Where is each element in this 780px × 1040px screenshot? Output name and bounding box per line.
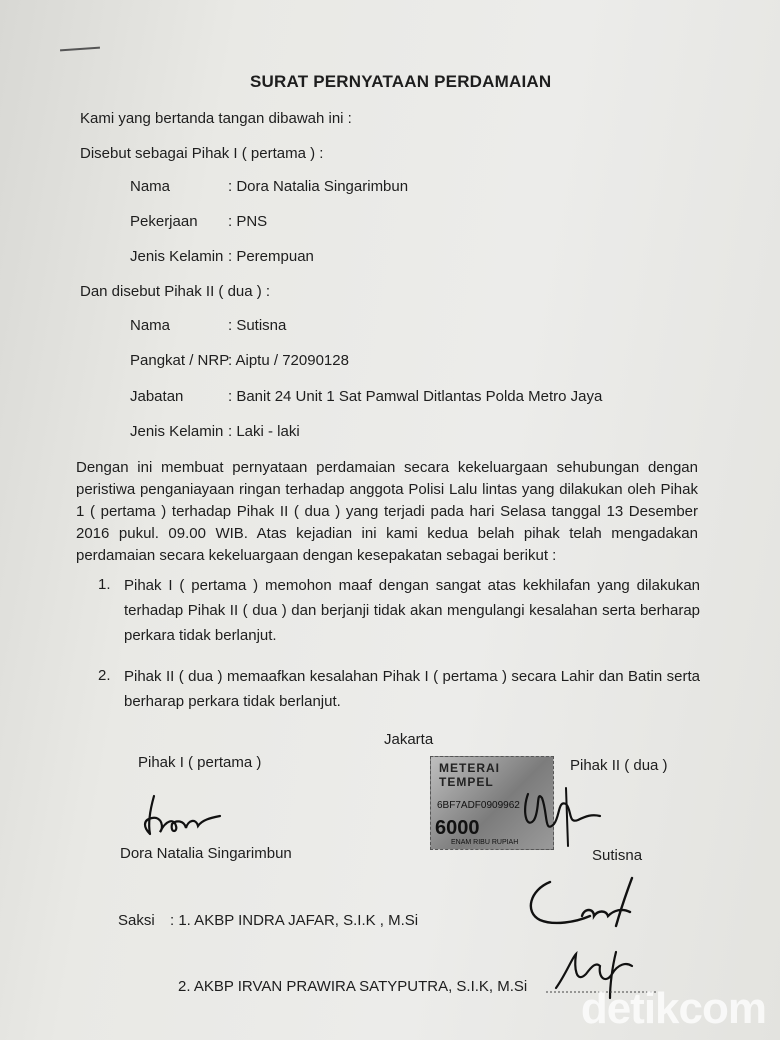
- pihak1-heading: Disebut sebagai Pihak I ( pertama ) :: [80, 145, 324, 162]
- agreement-number: 2.: [98, 667, 111, 684]
- document-title: SURAT PERNYATAAN PERDAMAIAN: [250, 72, 552, 91]
- pihak2-pangkat-value: : Aiptu / 72090128: [228, 352, 349, 369]
- pihak2-nama-label: Nama: [130, 317, 171, 334]
- stamp-amount: 6000: [435, 817, 480, 839]
- pen-mark: [60, 47, 100, 52]
- detikcom-watermark: detikcom: [580, 984, 766, 1033]
- pihak1-pekerjaan-label: Pekerjaan: [130, 213, 198, 230]
- stamp-code: 6BF7ADF0909962: [437, 800, 520, 811]
- pihak2-sign-label: Pihak II ( dua ): [570, 757, 668, 774]
- saksi-2: 2. AKBP IRVAN PRAWIRA SATYPUTRA, S.I.K, M.Si: [178, 978, 528, 995]
- saksi-1: : 1. AKBP INDRA JAFAR, S.I.K , M.Si: [170, 912, 419, 929]
- pihak2-jk-value: : Laki - laki: [228, 423, 300, 440]
- agreement-item: Pihak II ( dua ) memaafkan kesalahan Pihak I ( pertama ) secara Lahir dan Batin serta berharap perkara tidak berlanjut.: [124, 668, 700, 710]
- statement-paragraph: Dengan ini membuat pernyataan perdamaian secara kekeluargaan sehubungan dengan peristiwa penganiayaan ringan terhadap anggota Polisi Lalu lintas yang dilakukan oleh Pihak 1 ( pertama ) terhadap Pihak II ( dua ) yang terjadi pada hari Selasa tanggal 13 Desember 2016 pukul. 09.00 WIB. Atas kejadian ini kami kedua belah pihak telah mengadakan perdamaian secara kekeluargaan dengan kesepakatan sebagai berikut :: [76, 459, 698, 564]
- pihak1-pekerjaan-value: : PNS: [228, 213, 268, 230]
- pihak1-nama-value: : Dora Natalia Singarimbun: [228, 178, 409, 195]
- pihak1-jk-value: : Perempuan: [228, 248, 314, 265]
- pihak2-sign-name: Sutisna: [592, 847, 643, 864]
- saksi1-signature: [520, 872, 650, 934]
- agreement-number: 1.: [98, 576, 111, 593]
- pihak2-jabatan-label: Jabatan: [130, 388, 184, 405]
- pihak1-signature: [140, 790, 240, 842]
- pihak2-jabatan-value: : Banit 24 Unit 1 Sat Pamwal Ditlantas Polda Metro Jaya: [228, 388, 603, 405]
- place: Jakarta: [384, 731, 434, 748]
- intro-text: Kami yang bertanda tangan dibawah ini :: [80, 110, 352, 127]
- pihak1-jk-label: Jenis Kelamin: [130, 248, 224, 265]
- stamp-title: METERAI TEMPEL: [439, 761, 500, 789]
- saksi-label: Saksi: [118, 912, 155, 929]
- pihak1-sign-label: Pihak I ( pertama ): [138, 754, 262, 771]
- agreement-item: Pihak I ( pertama ) memohon maaf dengan sangat atas kekhilafan yang dilakukan terhadap Pihak II ( dua ) dan berjanji tidak akan mengulangi kesalahan serta berharap perkara tidak berlanjut.: [124, 577, 700, 644]
- pihak2-pangkat-label: Pangkat / NRP: [130, 352, 230, 369]
- pihak2-nama-value: : Sutisna: [228, 317, 287, 334]
- pihak1-nama-label: Nama: [130, 178, 171, 195]
- pihak2-heading: Dan disebut Pihak II ( dua ) :: [80, 283, 271, 300]
- pihak1-sign-name: Dora Natalia Singarimbun: [120, 845, 292, 862]
- pihak2-jk-label: Jenis Kelamin: [130, 423, 224, 440]
- stamp-amount-text: ENAM RIBU RUPIAH: [451, 839, 519, 846]
- pihak2-signature: [508, 780, 608, 850]
